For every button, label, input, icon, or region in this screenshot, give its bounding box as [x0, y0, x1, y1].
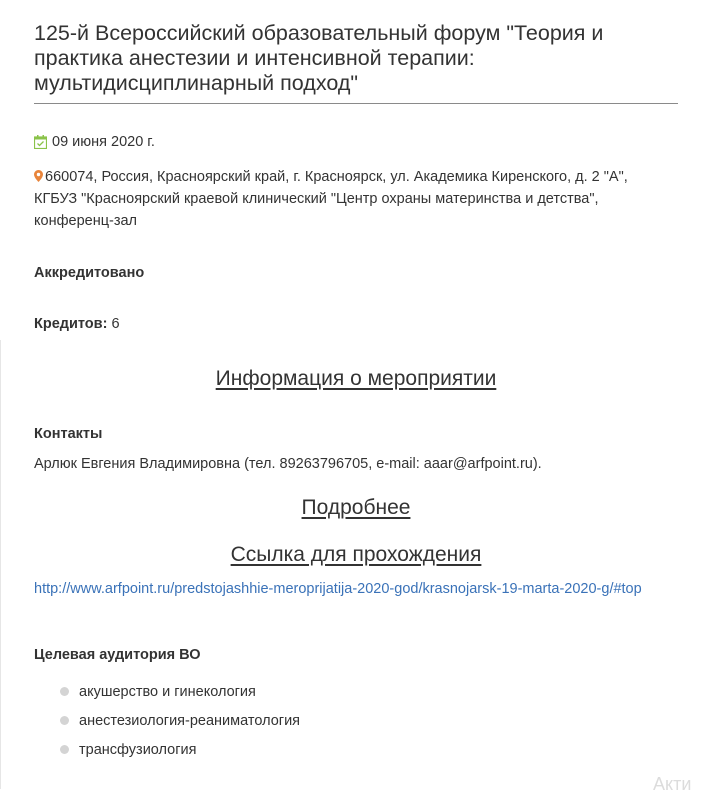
activation-watermark: Акти	[653, 774, 692, 794]
event-title: 125-й Всероссийский образовательный форум "Теория и практика анестезии и интенсивной терапии: мультидисциплинарный подход"	[34, 21, 604, 95]
credits-value: 6	[111, 316, 120, 332]
contacts-heading: Контакты	[34, 426, 103, 442]
event-address-row	[34, 166, 664, 232]
bullet-dot	[60, 716, 69, 725]
pass-link[interactable]: Ссылка для прохождения	[230, 543, 482, 566]
left-border-line	[0, 340, 1, 789]
more-link-wrap	[34, 495, 678, 521]
audience-list	[60, 677, 300, 764]
event-info-link-wrap	[34, 366, 678, 392]
event-url-link[interactable]: http://www.arfpoint.ru/predstojashhie-meroprijatija-2020-god/krasnojarsk-19-marta-2020-g/#top	[34, 581, 642, 597]
list-item	[60, 735, 300, 764]
title-divider	[34, 103, 678, 104]
audience-item-label: анестезиология-реаниматология	[79, 712, 301, 729]
event-address: 660074, Россия, Красноярский край, г. Красноярск, ул. Академика Киренского, д. 2 "А", КГБУЗ "Красноярский краевой клинический "Центр охраны материнства и детства", конференц-зал	[34, 169, 628, 229]
credits-label: Кредитов:	[34, 316, 108, 332]
more-link[interactable]: Подробнее	[301, 496, 411, 519]
audience-item-label: трансфузиология	[79, 741, 197, 758]
pass-link-wrap	[34, 542, 678, 568]
map-pin-icon	[34, 167, 43, 179]
calendar-check-icon	[34, 135, 47, 149]
bullet-dot	[60, 687, 69, 696]
event-info-link[interactable]: Информация о мероприятии	[215, 367, 497, 390]
audience-heading: Целевая аудитория ВО	[34, 647, 201, 663]
list-item	[60, 706, 300, 735]
list-item	[60, 677, 300, 706]
audience-item-label: акушерство и гинекология	[79, 683, 256, 700]
accreditation-status: Аккредитовано	[34, 265, 145, 281]
event-date: 09 июня 2020 г.	[52, 134, 155, 150]
contacts-text: Арлюк Евгения Владимировна (тел. 89263796705, e-mail: aaar@arfpoint.ru).	[34, 456, 542, 472]
event-date-row	[34, 133, 155, 151]
credits-row	[34, 315, 120, 333]
bullet-dot	[60, 745, 69, 754]
